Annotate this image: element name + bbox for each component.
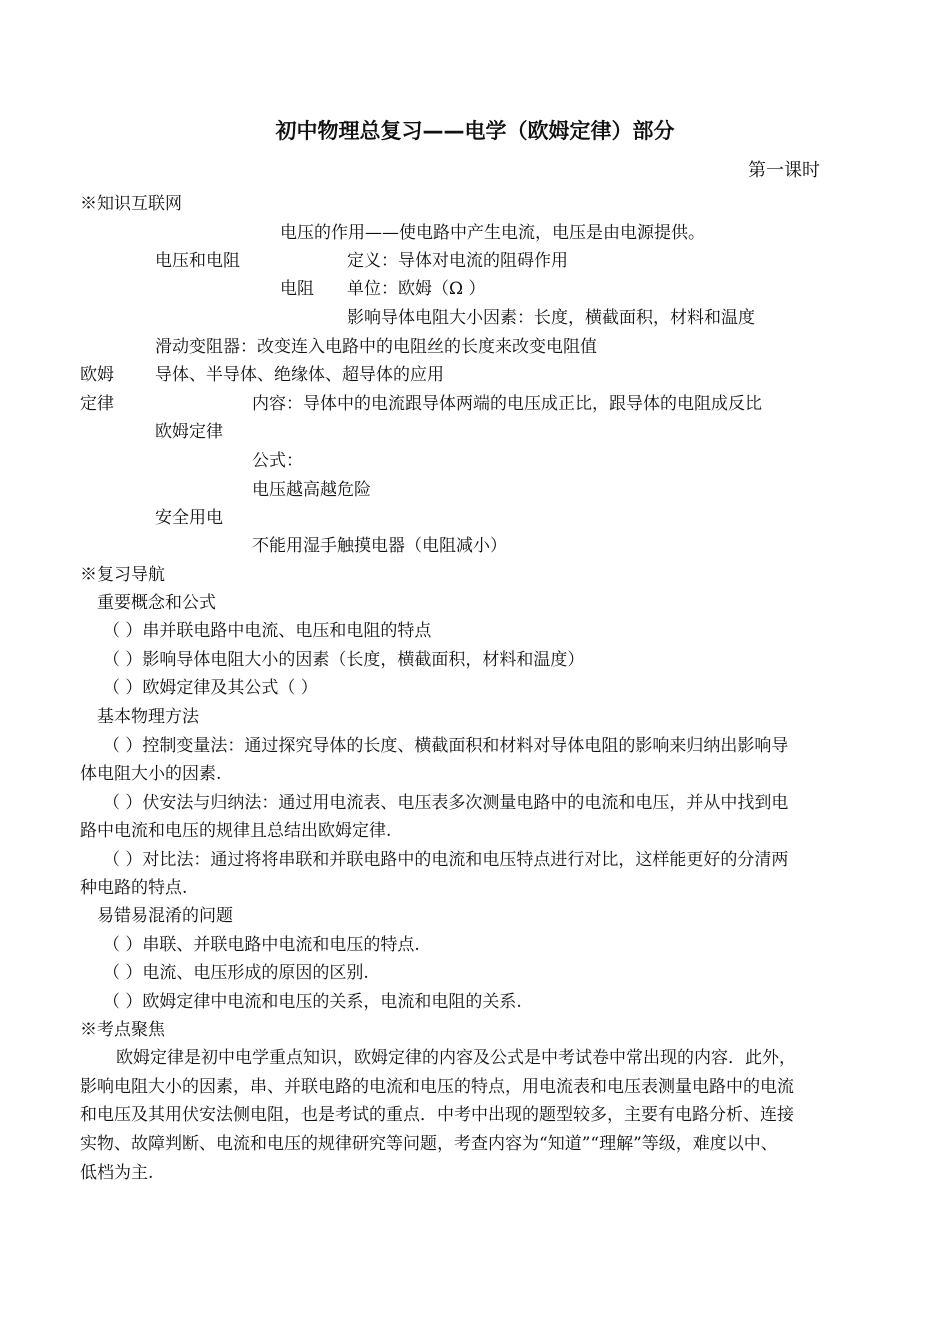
resistance-factors-text: 影响导体电阻大小因素：长度，横截面积，材料和温度 [347,308,755,328]
confusing-item: （ ）电流、电压形成的原因的区别. [103,963,369,983]
rheostat-text: 滑动变阻器：改变连入电路中的电阻丝的长度来改变电阻值 [155,337,597,357]
focus-heading: ※考点聚焦 [80,1020,165,1040]
ohm-law-label: 欧姆定律 [155,422,223,442]
focus-paragraph-line: 实物、故障判断、电流和电压的规律研究等问题，考查内容为“知道”“理解”等级，难度以中、 [80,1134,778,1154]
ohm-law-side-label-2: 定律 [80,394,114,414]
document-title: 初中物理总复习——电学（欧姆定律）部分 [275,119,675,143]
resistance-definition-text: 定义：导体对电流的阻碍作用 [347,251,568,271]
ohm-law-side-label-1: 欧姆 [80,365,114,385]
safety-label: 安全用电 [155,508,223,528]
voltage-resistance-label: 电压和电阻 [155,251,240,271]
method-item-continued: 路中电流和电压的规律且总结出欧姆定律. [80,821,392,841]
review-heading: ※复习导航 [80,565,165,585]
focus-paragraph-line: 欧姆定律是初中电学重点知识，欧姆定律的内容及公式是中考试卷中常出现的内容．此外， [116,1048,796,1068]
methods-heading: 基本物理方法 [97,707,199,727]
higher-voltage-text: 电压越高越危险 [252,480,371,500]
resistance-label: 电阻 [280,279,314,299]
method-item-continued: 种电路的特点. [80,878,188,898]
confusing-heading: 易错易混淆的问题 [97,906,233,926]
method-item: （ ）对比法：通过将将串联和并联电路中的电流和电压特点进行对比，这样能更好的分清两 [103,850,789,870]
wet-hands-text: 不能用湿手触摸电器（电阻减小） [252,536,507,556]
method-item: （ ）控制变量法：通过探究导体的长度、横截面积和材料对导体电阻的影响来归纳出影响导 [103,736,789,756]
resistance-unit-text: 单位：欧姆（Ω ） [347,279,486,299]
knowledge-net-heading: ※知识互联网 [80,194,182,214]
voltage-role-text: 电压的作用——使电路中产生电流，电压是由电源提供。 [280,223,705,243]
method-item-continued: 体电阻大小的因素. [80,764,222,784]
conductors-text: 导体、半导体、绝缘体、超导体的应用 [155,365,444,385]
lesson-label: 第一课时 [748,160,820,181]
confusing-item: （ ）欧姆定律中电流和电压的关系，电流和电阻的关系. [103,992,522,1012]
focus-paragraph-line: 影响电阻大小的因素，串、并联电路的电流和电压的特点，用电流表和电压表测量电路中的电流 [80,1077,794,1097]
concepts-heading: 重要概念和公式 [97,593,216,613]
method-item: （ ）伏安法与归纳法：通过用电流表、电压表多次测量电路中的电流和电压，并从中找到电 [103,793,789,813]
focus-paragraph-line: 和电压及其用伏安法侧电阻，也是考试的重点．中考中出现的题型较多，主要有电路分析、连接 [80,1105,794,1125]
focus-paragraph-line: 低档为主. [80,1163,154,1183]
confusing-item: （ ）串联、并联电路中电流和电压的特点. [103,935,420,955]
concept-item: （ ）影响导体电阻大小的因素（长度，横截面积，材料和温度） [103,650,585,670]
concept-item: （ ）串并联电路中电流、电压和电阻的特点 [103,621,432,641]
formula-text: 公式： [252,451,303,471]
law-content-text: 内容：导体中的电流跟导体两端的电压成正比，跟导体的电阻成反比 [252,394,762,414]
concept-item: （ ）欧姆定律及其公式（ ） [103,678,318,698]
